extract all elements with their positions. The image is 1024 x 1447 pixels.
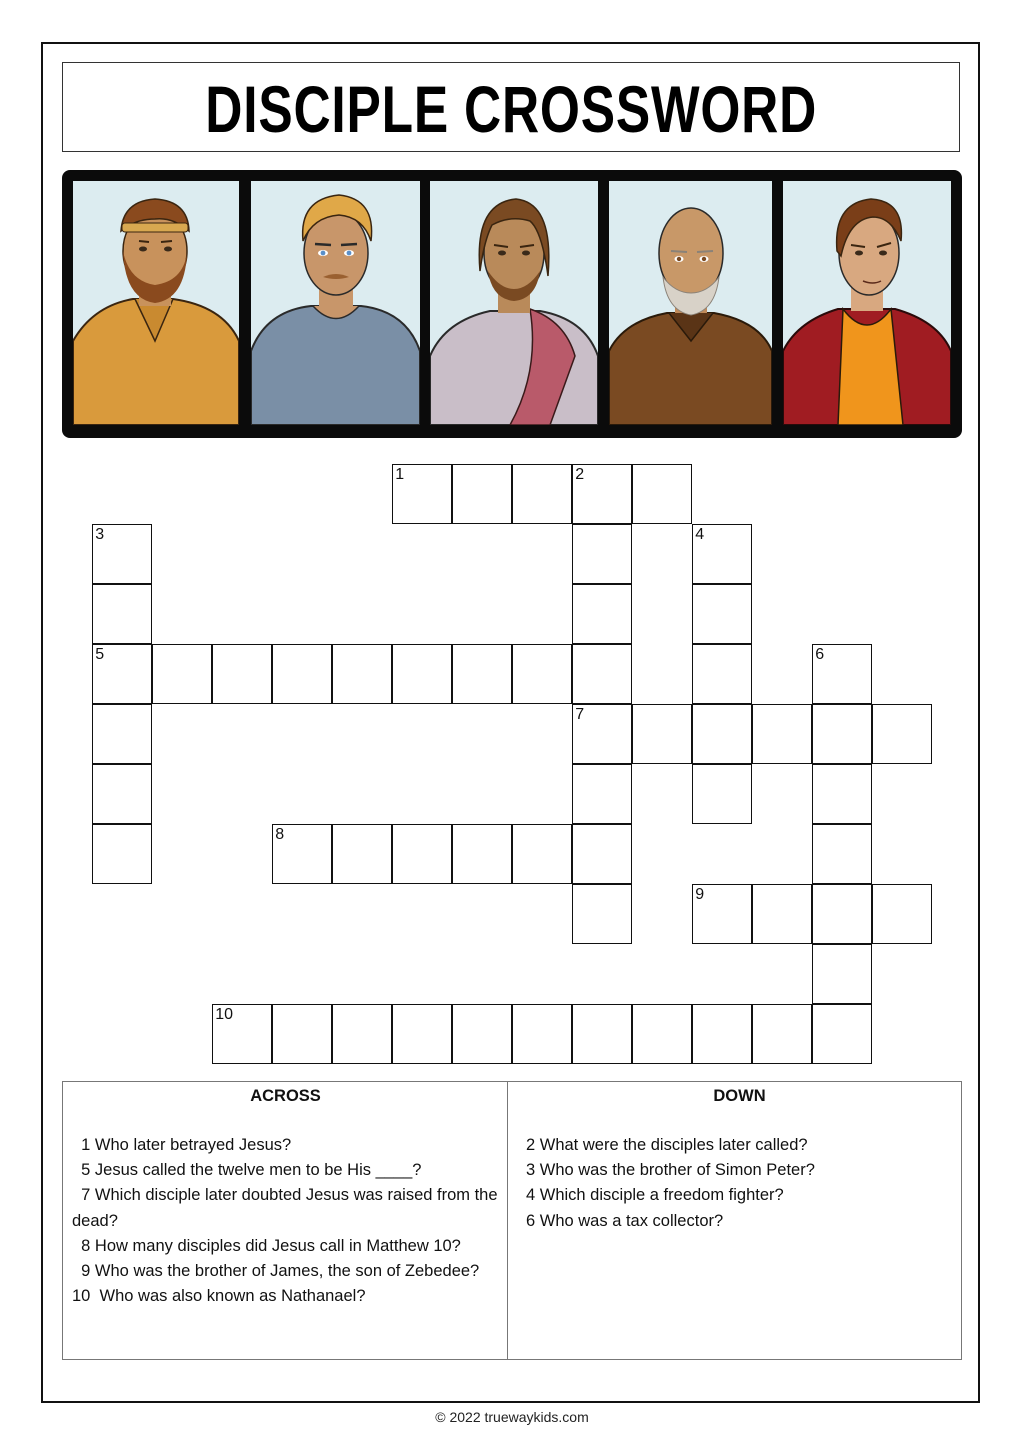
down-heading: DOWN xyxy=(713,1087,766,1105)
clue-number: 10 xyxy=(215,1006,234,1024)
crossword-cell[interactable] xyxy=(692,884,752,944)
portrait-panel-1 xyxy=(73,181,239,425)
crossword-cell[interactable] xyxy=(212,1004,272,1064)
clue-across-9: 9 Who was the brother of James, the son of Zebedee? xyxy=(72,1262,480,1281)
crossword-cell[interactable] xyxy=(212,644,272,704)
crossword-cell[interactable] xyxy=(812,644,872,704)
crossword-cell[interactable] xyxy=(392,1004,452,1064)
clue-number: 4 xyxy=(695,526,705,544)
clue-number: 7 xyxy=(575,706,585,724)
crossword-cell[interactable] xyxy=(272,824,332,884)
crossword-cell[interactable] xyxy=(692,584,752,644)
clue-number: 3 xyxy=(95,526,105,544)
title-box xyxy=(62,62,960,152)
clues-table xyxy=(62,1081,962,1360)
crossword-cell[interactable] xyxy=(92,644,152,704)
crossword-cell[interactable] xyxy=(512,824,572,884)
portrait-panel-5 xyxy=(783,181,951,425)
long-haired-disciple-illustration-icon xyxy=(430,181,598,425)
clue-number: 6 xyxy=(815,646,825,664)
crossword-cell[interactable] xyxy=(692,764,752,824)
crossword-cell[interactable] xyxy=(632,704,692,764)
across-clues-column xyxy=(63,1082,508,1359)
crossword-cell[interactable] xyxy=(812,764,872,824)
crossword-cell[interactable] xyxy=(272,1004,332,1064)
across-clue-list xyxy=(72,1133,503,1309)
crossword-cell[interactable] xyxy=(92,524,152,584)
crossword-cell[interactable] xyxy=(572,1004,632,1064)
bearded-disciple-illustration-icon xyxy=(73,181,239,425)
portrait-strip xyxy=(62,170,962,438)
crossword-cell[interactable] xyxy=(272,644,332,704)
crossword-cell[interactable] xyxy=(512,464,572,524)
crossword-cell[interactable] xyxy=(572,824,632,884)
crossword-cell[interactable] xyxy=(572,584,632,644)
portrait-panel-3 xyxy=(430,181,598,425)
clue-number: 1 xyxy=(395,466,405,484)
crossword-cell[interactable] xyxy=(812,1004,872,1064)
clue-down-4: 4 Which disciple a freedom fighter? xyxy=(526,1186,784,1205)
crossword-cell[interactable] xyxy=(572,704,632,764)
crossword-cell[interactable] xyxy=(692,644,752,704)
crossword-cell[interactable] xyxy=(572,524,632,584)
clue-number: 8 xyxy=(275,826,285,844)
crossword-cell[interactable] xyxy=(512,644,572,704)
copyright-footer: © 2022 truewaykids.com xyxy=(435,1409,589,1425)
crossword-cell[interactable] xyxy=(152,644,212,704)
crossword-cell[interactable] xyxy=(632,464,692,524)
clue-number: 2 xyxy=(575,466,585,484)
crossword-cell[interactable] xyxy=(692,1004,752,1064)
clue-down-3: 3 Who was the brother of Simon Peter? xyxy=(526,1161,815,1180)
crossword-cell[interactable] xyxy=(752,884,812,944)
young-disciple-red-robe-illustration-icon xyxy=(783,181,951,425)
crossword-cell[interactable] xyxy=(812,884,872,944)
crossword-cell[interactable] xyxy=(452,464,512,524)
crossword-cell[interactable] xyxy=(572,644,632,704)
crossword-cell[interactable] xyxy=(812,824,872,884)
crossword-cell[interactable] xyxy=(572,764,632,824)
portrait-panel-4 xyxy=(609,181,772,425)
crossword-cell[interactable] xyxy=(92,824,152,884)
clue-across-7: 7 Which disciple later doubted Jesus was raised from the dead? xyxy=(72,1186,503,1230)
clue-across-10: 10 Who was also known as Nathanael? xyxy=(72,1287,366,1306)
crossword-cell[interactable] xyxy=(812,704,872,764)
blond-disciple-illustration-icon xyxy=(251,181,420,425)
clue-number: 5 xyxy=(95,646,105,664)
clue-down-2: 2 What were the disciples later called? xyxy=(526,1136,808,1154)
crossword-cell[interactable] xyxy=(512,1004,572,1064)
crossword-cell[interactable] xyxy=(752,1004,812,1064)
crossword-cell[interactable] xyxy=(752,704,812,764)
crossword-cell[interactable] xyxy=(92,764,152,824)
clue-down-6: 6 Who was a tax collector? xyxy=(526,1211,724,1230)
crossword-cell[interactable] xyxy=(452,824,512,884)
down-clue-list xyxy=(526,1133,953,1234)
clue-number: 9 xyxy=(695,886,705,904)
crossword-cell[interactable] xyxy=(812,944,872,1004)
crossword-cell[interactable] xyxy=(692,704,752,764)
bald-old-disciple-illustration-icon xyxy=(609,181,772,425)
crossword-cell[interactable] xyxy=(332,1004,392,1064)
crossword-cell[interactable] xyxy=(392,824,452,884)
crossword-cell[interactable] xyxy=(572,464,632,524)
crossword-cell[interactable] xyxy=(452,1004,512,1064)
across-heading: ACROSS xyxy=(250,1087,321,1105)
crossword-cell[interactable] xyxy=(452,644,512,704)
clue-across-5: 5 Jesus called the twelve men to be His ____? xyxy=(72,1161,422,1180)
crossword-cell[interactable] xyxy=(632,1004,692,1064)
crossword-cell[interactable] xyxy=(392,464,452,524)
crossword-cell[interactable] xyxy=(332,644,392,704)
page-title: DISCIPLE CROSSWORD xyxy=(205,72,817,146)
crossword-cell[interactable] xyxy=(92,704,152,764)
crossword-cell[interactable] xyxy=(92,584,152,644)
clue-across-8: 8 How many disciples did Jesus call in Matthew 10? xyxy=(72,1236,461,1255)
crossword-cell[interactable] xyxy=(572,884,632,944)
crossword-cell[interactable] xyxy=(332,824,392,884)
crossword-cell[interactable] xyxy=(392,644,452,704)
portrait-panel-2 xyxy=(251,181,420,425)
crossword-cell[interactable] xyxy=(692,524,752,584)
crossword-cell[interactable] xyxy=(872,884,932,944)
down-clues-column xyxy=(508,1082,961,1359)
crossword-cell[interactable] xyxy=(872,704,932,764)
clue-across-1: 1 Who later betrayed Jesus? xyxy=(72,1136,292,1154)
